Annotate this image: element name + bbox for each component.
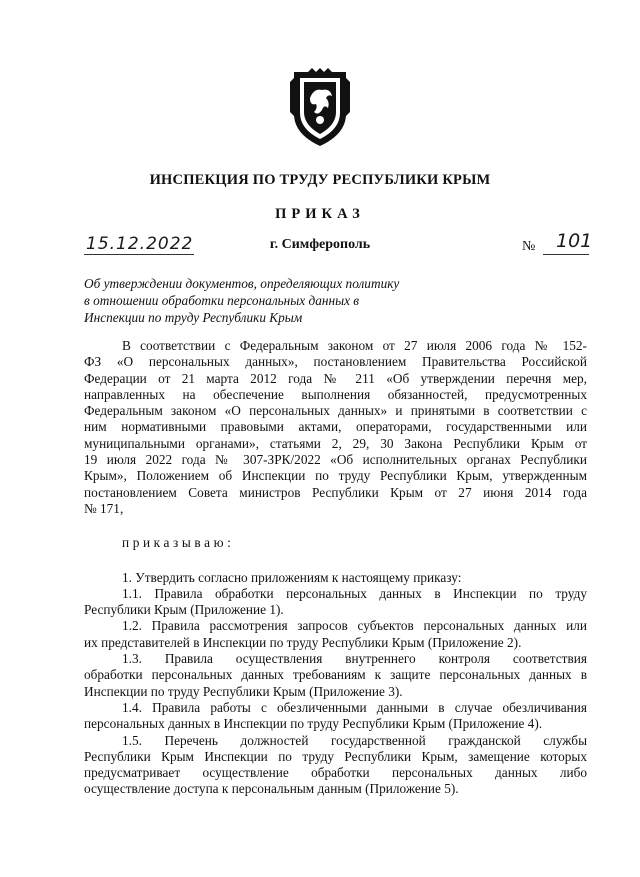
subitem-1-5-cont: предусматривает осуществление обработки персональных данных либо (84, 765, 587, 781)
preamble-line: направленных на обеспечение выполнения обязанностей, предусмотренных (84, 386, 587, 402)
subitem-1-5: 1.5. Перечень должностей государственной гражданской службы (122, 732, 587, 748)
subitem-1-1: 1.1. Правила обработки персональных данных в Инспекции по труду (122, 585, 587, 601)
subitem-1-3-cont: Инспекции по труду Республики Крым (Приложение 3). (84, 683, 403, 699)
subitem-1-1-cont: Республики Крым (Приложение 1). (84, 602, 284, 618)
document-type: ПРИКАЗ (275, 206, 365, 222)
preamble-line: В соответствии с Федеральным законом от 27 июля 2006 года № 152- (122, 338, 587, 353)
item-1: 1. Утвердить согласно приложениям к настоящему приказу: (122, 569, 462, 585)
preamble-line: ним нормативными правовыми актами, операторами, государственными или (84, 419, 587, 435)
subitem-1-3-cont: обработки персональных данных требованиям к защите персональных данных в (84, 667, 587, 683)
date-underline (84, 254, 194, 255)
preamble-line: 19 июля 2022 года № 307-ЗРК/2022 «Об исполнительных органах Республики (84, 452, 587, 468)
subject-line: Инспекции по труду Республики Крым (84, 310, 303, 325)
crimea-emblem-icon (288, 68, 352, 148)
decree-word: приказываю: (122, 535, 235, 551)
document-body (84, 338, 587, 798)
number-underline (543, 254, 589, 255)
subject-line: Об утверждении документов, определяющих политику (84, 276, 400, 291)
preamble-line: муниципальными органами», статьями 2, 29, 30 Закона Республики Крым от (84, 435, 587, 451)
order-date: 15.12.2022 (86, 234, 194, 254)
order-number: 101 (556, 230, 593, 252)
subitem-1-5-cont: Республики Крым Инспекции по труду Республики Крым, замещение которых (84, 748, 587, 764)
subitem-1-2-cont: их представителей в Инспекции по труду Республики Крым (Приложение 2). (84, 634, 522, 650)
subitem-1-4: 1.4. Правила работы с обезличенными данными в случае обезличивания (122, 699, 587, 715)
subitem-1-5-cont: осуществление доступа к персональным данным (Приложение 5). (84, 781, 459, 797)
city-name: г. Симферополь (269, 237, 371, 252)
subitem-1-4-cont: персональных данных в Инспекции по труду Республики Крым (Приложение 4). (84, 716, 543, 732)
subitem-1-3: 1.3. Правила осуществления внутреннего контроля соответствия (122, 651, 587, 667)
preamble-line: Федерации от 21 марта 2012 года № 211 «Об утверждении перечня мер, (84, 370, 587, 386)
preamble-line: Крым», Положением об Инспекции по труду Республики Крым, утвержденным (84, 468, 587, 484)
order-subject (84, 275, 444, 326)
subject-line: в отношении обработки персональных данных в (84, 293, 360, 308)
number-sign: № (522, 239, 536, 254)
organization-name: ИНСПЕКЦИЯ ПО ТРУДУ РЕСПУБЛИКИ КРЫМ (149, 172, 491, 188)
preamble-line: постановлением Совета министров Республики Крым от 27 июня 2014 года (84, 484, 587, 500)
preamble-line: № 171, (84, 500, 124, 516)
preamble-line: Федеральным законом «О персональных данных» и принятыми в соответствии с (84, 403, 587, 419)
preamble-line: ФЗ «О персональных данных», постановлением Правительства Российской (84, 354, 587, 370)
subitem-1-2: 1.2. Правила рассмотрения запросов субъектов персональных данных или (122, 618, 587, 634)
